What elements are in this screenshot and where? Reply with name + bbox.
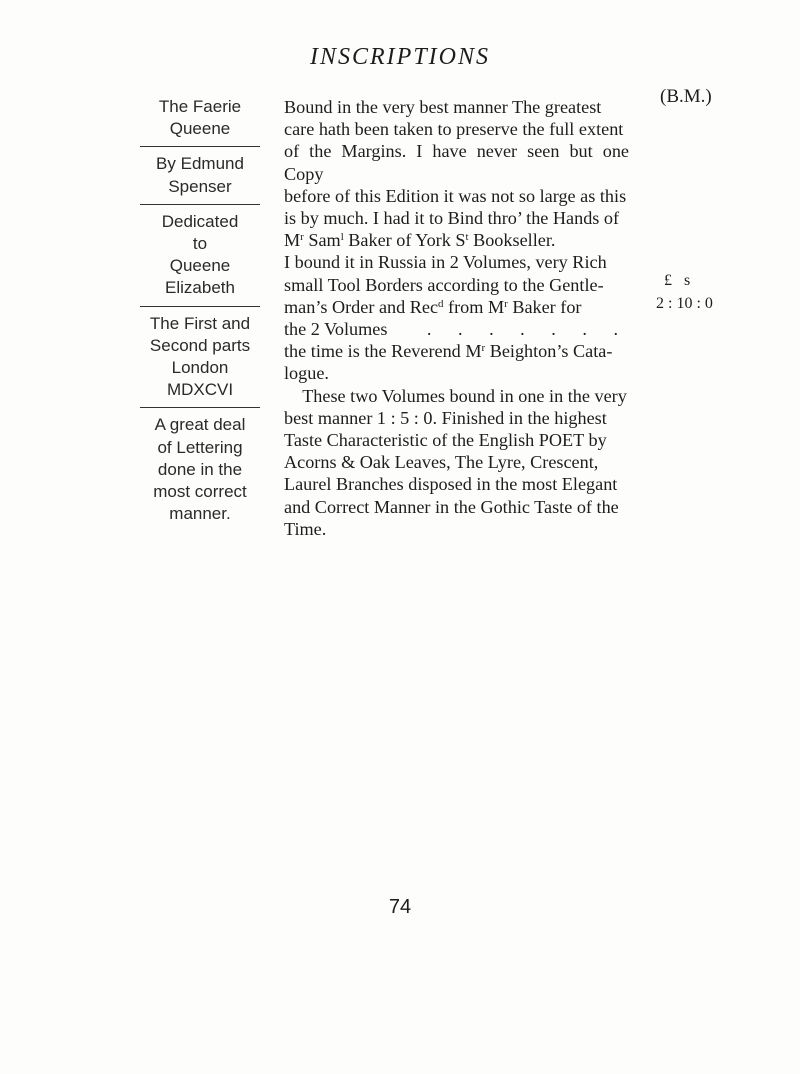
text-line: is by much. I had it to Bind thro’ the Hands of: [284, 208, 620, 229]
text-line: best manner 1 : 5 : 0. Finished in the highest: [284, 407, 607, 428]
text-line: and Correct Manner in the Gothic Taste of the: [284, 496, 619, 517]
margin-note-title: [130, 96, 270, 140]
body-text: [284, 96, 629, 540]
text-fragment: the time is the Reverend M: [284, 341, 482, 362]
text-fragment: Sam: [303, 230, 341, 251]
text-line: Acorns & Oak Leaves, The Lyre, Crescent,: [284, 452, 599, 473]
superscript: r: [481, 342, 486, 355]
superscript: r: [504, 297, 508, 310]
margin-notes: [130, 96, 270, 525]
paragraph-binding: [284, 96, 629, 251]
margin-note-edition: [130, 313, 270, 402]
superscript: d: [438, 297, 444, 310]
text-line: These two Volumes bound in one in the very: [302, 385, 627, 406]
text-line: logue.: [284, 363, 329, 384]
text-line: of the Margins. I have never seen but one Copy: [284, 141, 629, 184]
note-line: Queene: [169, 256, 231, 276]
text-line: [284, 340, 629, 362]
note-line: most correct: [153, 482, 247, 502]
note-line: Second parts: [149, 335, 251, 355]
text-line: Bound in the very best manner The greatest: [284, 97, 602, 117]
note-line: By Edmund: [156, 154, 244, 174]
margin-note-lettering: [130, 414, 270, 525]
divider: [140, 306, 260, 307]
note-line: MDXCVI: [166, 380, 234, 400]
divider: [140, 407, 260, 408]
note-line: The First and: [149, 313, 251, 333]
superscript: l: [340, 231, 344, 244]
margin-note-dedication: [130, 211, 270, 300]
note-line: Dedicated: [161, 211, 239, 231]
text-fragment: Baker of York S: [343, 230, 466, 251]
text-fragment: man’s Order and Rec: [284, 296, 439, 317]
note-line: The Faerie: [158, 97, 242, 116]
note-line: London: [171, 358, 229, 378]
note-line: Spenser: [168, 176, 232, 196]
note-line: manner.: [169, 504, 231, 524]
note-line: Queene: [169, 119, 231, 139]
divider: [140, 204, 260, 205]
text-fragment: Beighton’s Cata-: [485, 341, 613, 362]
text-fragment: the 2 Volumes: [284, 319, 388, 340]
text-fragment: Baker for: [507, 296, 582, 317]
superscript: r: [300, 231, 304, 244]
note-line: done in the: [157, 459, 243, 479]
paragraph-finish: [284, 385, 629, 540]
text-line: Laurel Branches disposed in the most Elegant: [284, 474, 618, 495]
page-number: 74: [388, 896, 412, 918]
price-header: £ s: [664, 272, 691, 289]
text-line: care hath been taken to preserve the full extent: [284, 119, 624, 140]
text-line: before of this Edition it was not so large as this: [284, 185, 627, 206]
note-line: to: [192, 234, 208, 254]
superscript: t: [465, 231, 469, 244]
paragraph-russia: [284, 251, 629, 384]
text-fragment: from M: [443, 296, 505, 317]
text-line: Taste Characteristic of the English POET by: [284, 430, 607, 451]
text-fragment: Bookseller.: [468, 230, 556, 251]
source-mark: (B.M.): [660, 86, 712, 107]
note-line: of Lettering: [157, 437, 243, 457]
text-fragment: M: [284, 230, 301, 251]
margin-note-author: [130, 153, 270, 197]
note-line: Elizabeth: [165, 278, 235, 298]
running-head: INSCRIPTIONS: [310, 44, 490, 70]
note-line: A great deal: [154, 415, 246, 435]
dot-leaders: . . . . . . .: [426, 319, 629, 340]
text-line: Time.: [284, 518, 327, 539]
text-line: I bound it in Russia in 2 Volumes, very Rich: [284, 252, 607, 273]
text-line-leaders: [284, 318, 629, 340]
divider: [140, 146, 260, 147]
text-line: small Tool Borders according to the Gentle-: [284, 274, 604, 295]
price-value: 2 : 10 : 0: [656, 295, 713, 312]
text-line: [284, 229, 629, 251]
text-line: [284, 296, 629, 318]
